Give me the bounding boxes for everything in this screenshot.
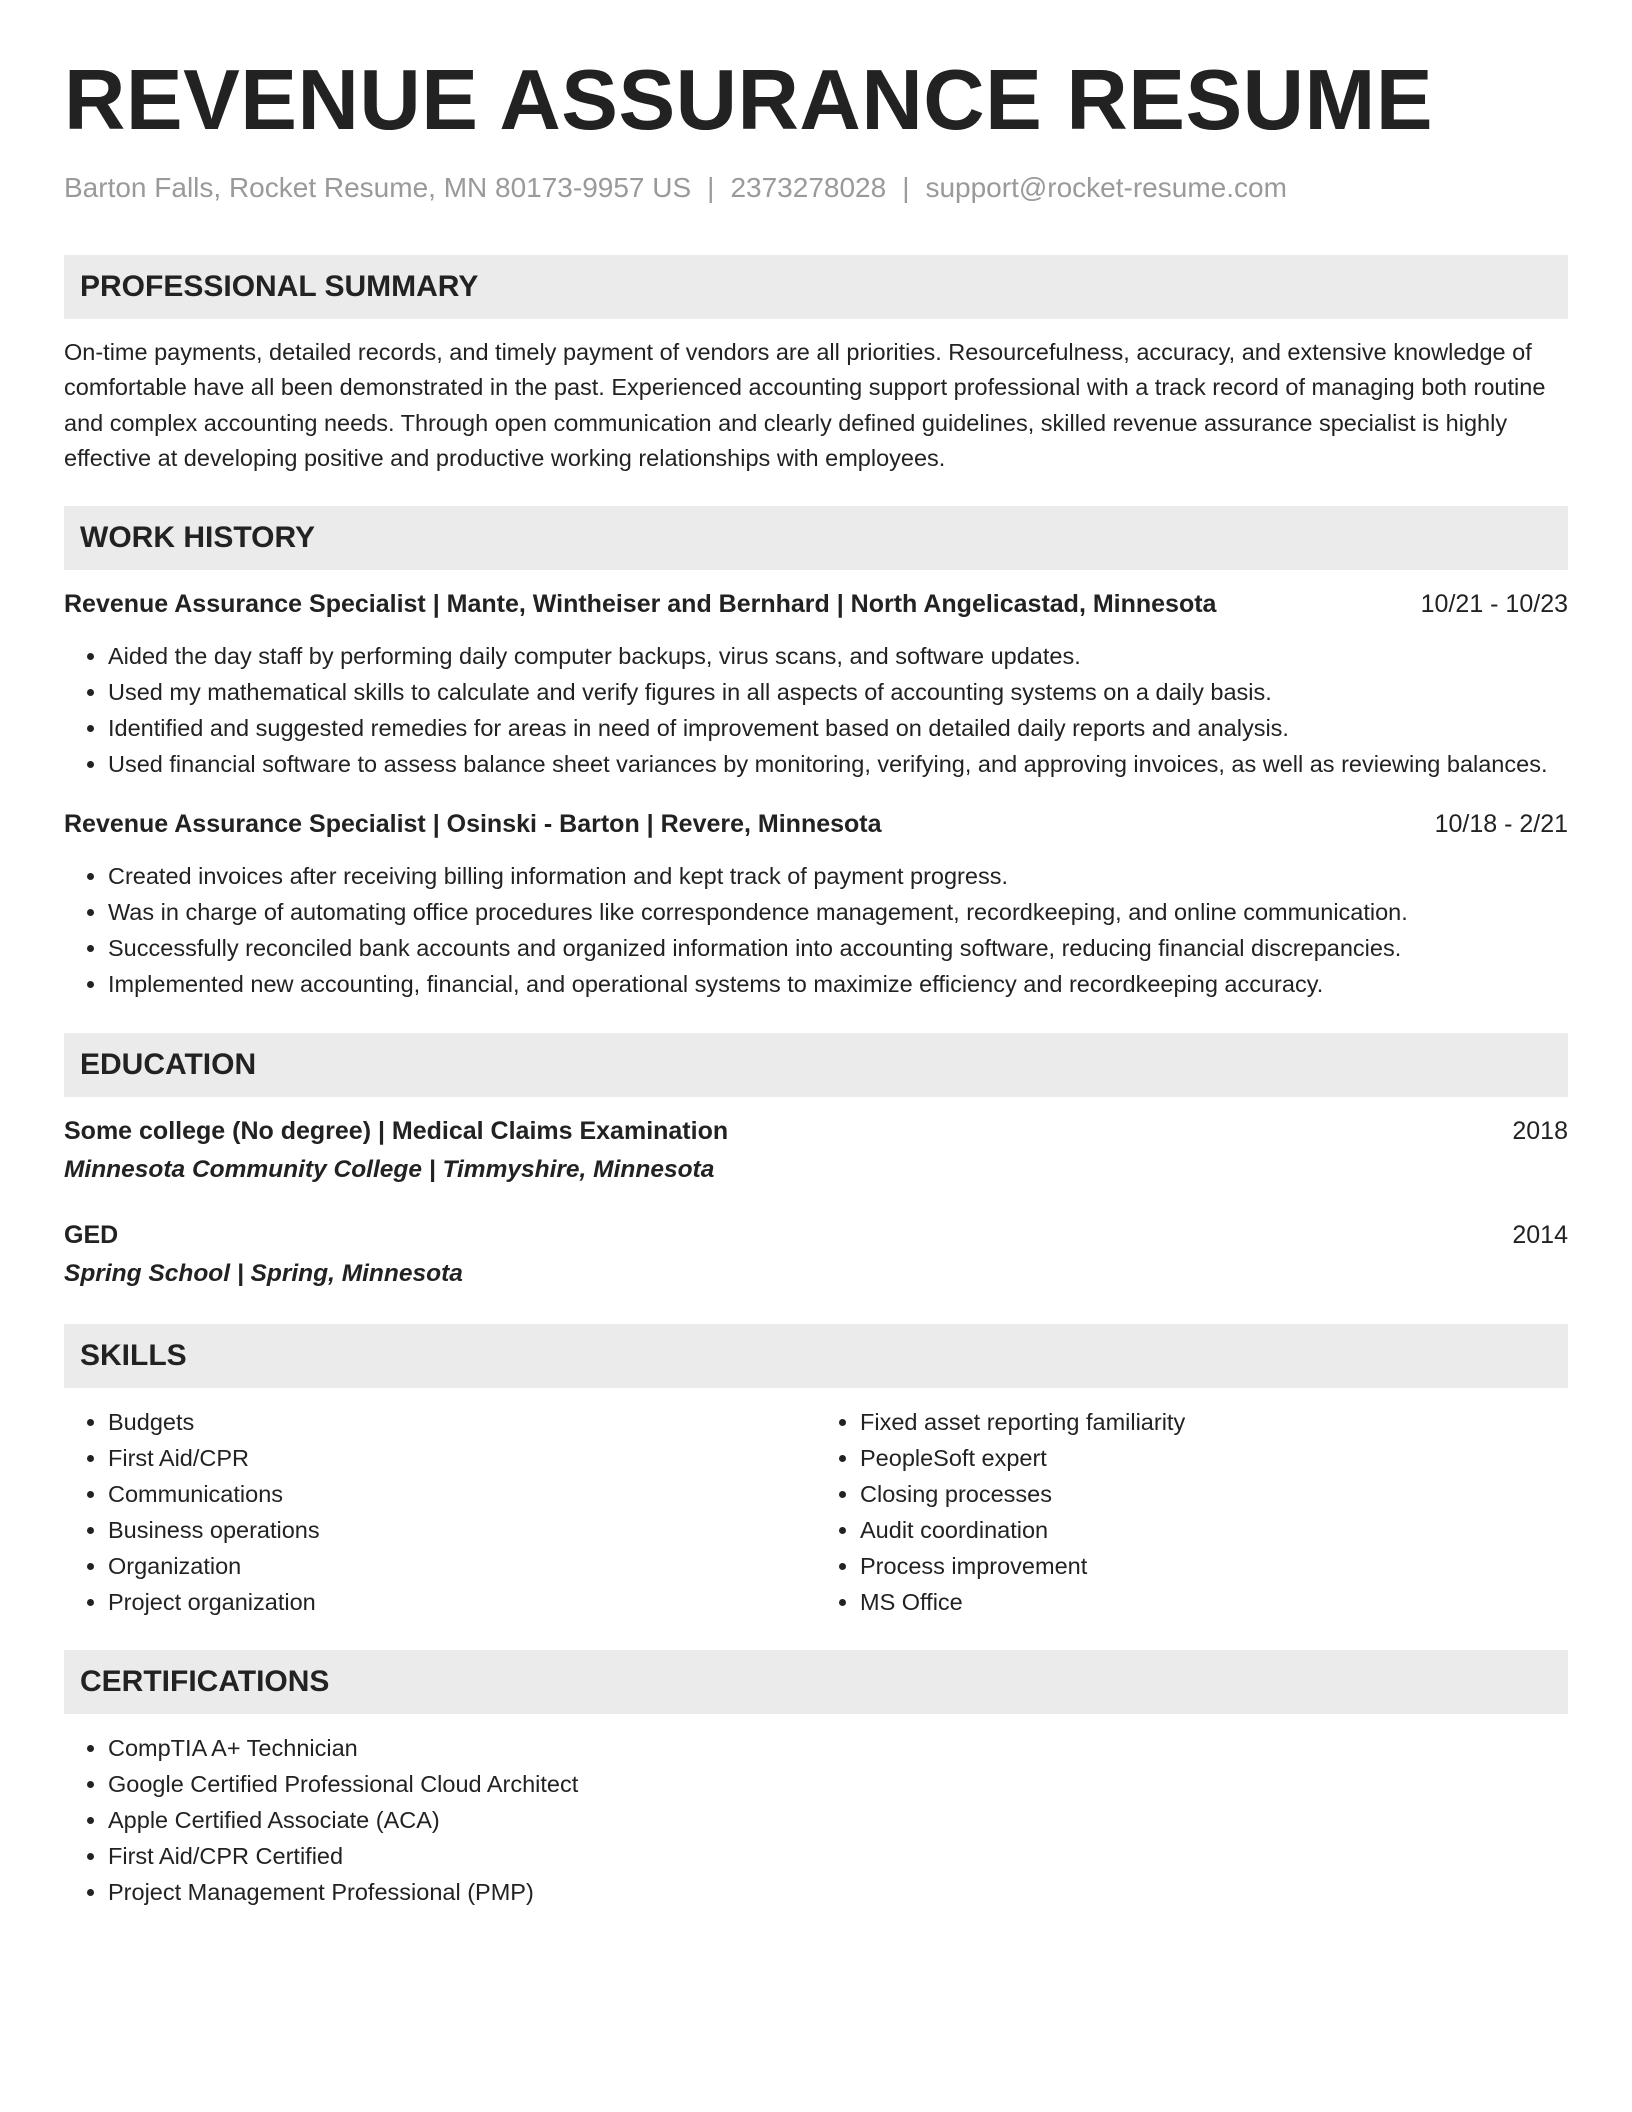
education-entry (64, 1114, 1568, 1187)
skill-item: • Budgets (108, 1404, 816, 1440)
certifications-list (64, 1730, 1568, 1910)
contact-separator: | (707, 172, 715, 203)
education-school: Spring School | Spring, Minnesota (64, 1259, 463, 1287)
education-degree: Some college (No degree) | Medical Claims Examination (64, 1116, 729, 1145)
certification-item: • Project Management Professional (PMP) (108, 1874, 1568, 1910)
job-title: Revenue Assurance Specialist | Osinski - Barton | Revere, Minnesota (64, 809, 882, 838)
skills-list-left (64, 1404, 816, 1620)
job-entry (64, 807, 1568, 1002)
section-header-summary: PROFESSIONAL SUMMARY (64, 255, 1568, 319)
certification-item: • CompTIA A+ Technician (108, 1730, 1568, 1766)
skill-item: • Business operations (108, 1512, 816, 1548)
job-entry (64, 587, 1568, 782)
section-header-education: EDUCATION (64, 1033, 1568, 1097)
job-bullet: • Identified and suggested remedies for areas in need of improvement based on detailed daily reports and analysis. (108, 710, 1568, 746)
section-header-skills: SKILLS (64, 1324, 1568, 1388)
summary-text: On-time payments, detailed records, and timely payment of vendors are all priorities. Resourcefulness, accuracy, and extensive knowledge of comfortable have all been demonstrated in the past. Experienced accounting support professional with a track record of managing both routine and complex accounting needs. Through open communication and clearly defined guidelines, skilled revenue assurance specialist is highly effective at developing positive and productive working relationships with employees. (64, 338, 1546, 472)
certification-item: • Apple Certified Associate (ACA) (108, 1802, 1568, 1838)
education-header (64, 1218, 1568, 1252)
skill-item: • Project organization (108, 1584, 816, 1620)
job-dates: 10/21 - 10/23 (1420, 589, 1568, 618)
job-header (64, 807, 1568, 841)
job-bullet: • Used financial software to assess balance sheet variances by monitoring, verifying, and approving invoices, as well as reviewing balances. (108, 746, 1568, 782)
resume-page (64, 0, 1568, 1910)
skill-item: • MS Office (860, 1584, 1568, 1620)
job-bullet: • Created invoices after receiving billing information and kept track of payment progress. (108, 858, 1568, 894)
skill-item: • PeopleSoft expert (860, 1440, 1568, 1476)
skill-item: • First Aid/CPR (108, 1440, 816, 1476)
skill-item: • Communications (108, 1476, 816, 1512)
job-bullets (64, 858, 1568, 1002)
skills-columns (64, 1404, 1568, 1620)
skills-list-right (816, 1404, 1568, 1620)
contact-email: support@rocket-resume.com (925, 172, 1287, 203)
certification-item: • Google Certified Professional Cloud Architect (108, 1766, 1568, 1802)
education-degree: GED (64, 1220, 119, 1249)
job-bullet: • Implemented new accounting, financial, and operational systems to maximize efficiency and recordkeeping accuracy. (108, 966, 1568, 1002)
contact-line (64, 171, 1568, 205)
contact-separator: | (902, 172, 910, 203)
resume-title: REVENUE ASSURANCE RESUME (64, 53, 1434, 148)
skill-item: • Process improvement (860, 1548, 1568, 1584)
section-header-certifications: CERTIFICATIONS (64, 1650, 1568, 1714)
skill-item: • Fixed asset reporting familiarity (860, 1404, 1568, 1440)
education-year: 2018 (1512, 1116, 1568, 1145)
skill-item: • Organization (108, 1548, 816, 1584)
job-bullet: • Aided the day staff by performing daily computer backups, virus scans, and software updates. (108, 638, 1568, 674)
section-header-work-history: WORK HISTORY (64, 506, 1568, 570)
education-header (64, 1114, 1568, 1148)
job-bullet: • Was in charge of automating office procedures like correspondence management, recordkeeping, and online communication. (108, 894, 1568, 930)
job-bullet: • Successfully reconciled bank accounts and organized information into accounting software, reducing financial discrepancies. (108, 930, 1568, 966)
job-bullet: • Used my mathematical skills to calculate and verify figures in all aspects of accounting systems on a daily basis. (108, 674, 1568, 710)
education-entry (64, 1218, 1568, 1291)
job-bullets (64, 638, 1568, 782)
education-year: 2014 (1512, 1220, 1568, 1249)
contact-address: Barton Falls, Rocket Resume, MN 80173-9957 US (64, 172, 692, 203)
certification-item: • First Aid/CPR Certified (108, 1838, 1568, 1874)
contact-phone: 2373278028 (730, 172, 887, 203)
education-school: Minnesota Community College | Timmyshire, Minnesota (64, 1155, 715, 1183)
job-header (64, 587, 1568, 621)
skill-item: • Closing processes (860, 1476, 1568, 1512)
job-dates: 10/18 - 2/21 (1434, 809, 1568, 838)
job-title: Revenue Assurance Specialist | Mante, Wintheiser and Bernhard | North Angelicastad, Minnesota (64, 589, 1217, 618)
skill-item: • Audit coordination (860, 1512, 1568, 1548)
